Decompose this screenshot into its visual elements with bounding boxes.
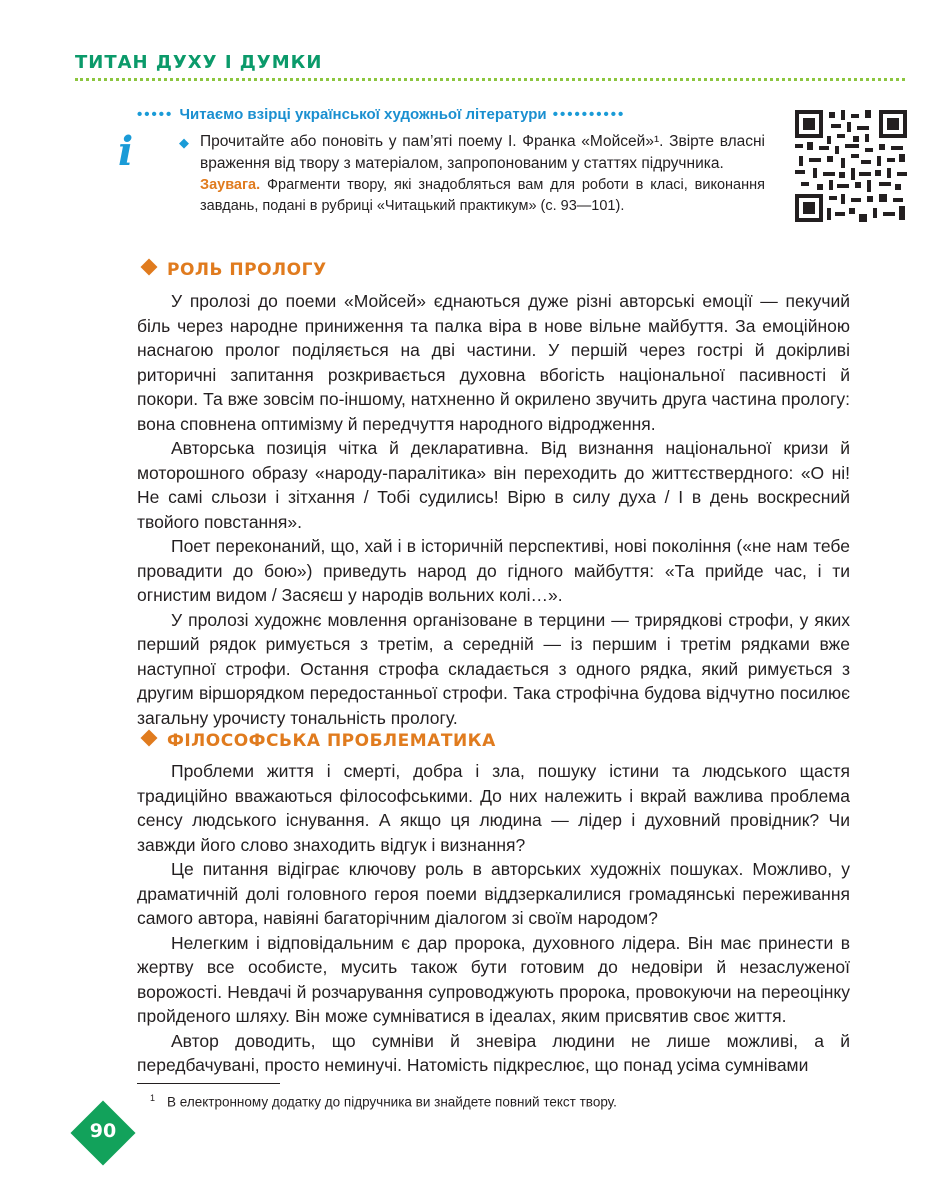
section-title-text: ФІЛОСОФСЬКА ПРОБЛЕМАТИКА [167,731,496,751]
section-prologue-text [137,289,850,730]
qr-code[interactable] [795,110,907,222]
section-title-philosophy [143,731,496,751]
paragraph: Авторська позиція чітка й декларативна. Від визнання національної кризи й моторошного образу «народу-паралітика» він переходить до життєствердного: «О ні! Не самі сльози і зітхання / Тобі судились! Вірю в силу духа / І в день воскресний твойого повстання». [137,438,850,532]
section-title-prologue [143,260,327,280]
reading-box-instruction: Прочитайте або поновіть у пам’яті поему І. Франка «Мойсей»¹. Звірте власні враження від твору з матеріалом, запропонованим у статтях підручника. [200,133,765,172]
title-dots-right: •••••••••• [546,106,626,123]
reading-box-title-text: Читаємо взірці української художньої літератури [179,106,547,123]
paragraph: Проблеми життя і смерті, добра і зла, пошуку істини та людського щастя традиційно вважаються філософськими. До них належить і вкрай важлива проблема сенсу людського існування. А якщо ця людина — лідер і духовний провідник? Чи завжди його слово знаходить відгук і визнання? [137,761,850,855]
reading-box-body [200,131,765,217]
info-i-icon: i [118,128,134,175]
page-number: 90 [89,1120,117,1142]
paragraph: Нелегким і відповідальним є дар пророка, духовного лідера. Він має принести в жертву все особисте, мусить також бути готовим до недовіри й незаслуженої ворожості. Невдачі й розчарування супроводжують пророка, провокуючи на переоцінку пройденого шляху. Він може сумніватися в ідеалах, яким присвятив своє життя. [137,932,850,1026]
reading-box-title [137,106,767,123]
running-title: ТИТАН ДУХУ І ДУМКИ [75,52,323,73]
diamond-icon [141,259,158,276]
diamond-icon [141,730,158,747]
note-text: Фрагменти твору, які знадобляться вам для роботи в класі, виконання завдань, подані в рубриці «Читацький практикум» (с. 93—101). [200,177,765,214]
paragraph: У пролозі художнє мовлення організоване в терцини — трирядкові строфи, у яких перший рядок римується з третім, а середній — із першим і третім рядками вже наступної строфи. Остання строфа складається з одного рядка, який римується з другим віршорядком передостанньої строфи. Така строфічна будова відчутно посилює загальну урочисту тональність прологу. [137,609,850,728]
note-label: Заувага. [200,177,261,193]
footnote-text: В електронному додатку до підручника ви знайдете повний текст твору. [167,1094,617,1110]
bullet-diamond-icon: ◆ [179,135,189,150]
header-divider [75,78,905,81]
paragraph: Це питання відіграє ключову роль в авторських художніх пошуках. Можливо, у драматичній долі головного героя поеми віддзеркалилися громадянські переживання самого автора, навіяні багаторічним діалогом зі своїм народом? [137,859,850,928]
title-dots-left: ••••• [137,106,180,123]
section-title-text: РОЛЬ ПРОЛОГУ [167,260,327,280]
footnote-divider [137,1083,280,1084]
paragraph: Поет переконаний, що, хай і в історичній перспективі, нові покоління («не нам тебе провадити до бою») приведуть народ до гідного майбуття: «Та прийде час, і ти огнистим видом / Засяєш у народів вольних колі…». [137,536,850,605]
section-philosophy-text [137,759,850,1078]
paragraph: Автор доводить, що сумніви й зневіра людини не лише можливі, а й передбачувані, просто неминучі. Натомість підкреслює, що понад усіма сумнівами [137,1030,850,1075]
reading-box-note [200,175,765,217]
paragraph: У пролозі до поеми «Мойсей» єднаються дуже різні авторські емоції — пекучий біль через народне приниження та палка віра в нове вільне майбуття. За емоційною наснагою пролог поділяється на дві частини. У першій через гострі й докірливі риторичні запитання розкривається духовна вбогість національної пасивності й покори. Та вже зовсім по-іншому, натхненно й окрилено звучить друга частина прологу: вона сповнена оптимізму й передчуття народного відродження. [137,291,850,434]
footnote [150,1093,617,1110]
footnote-mark: 1 [150,1093,156,1103]
